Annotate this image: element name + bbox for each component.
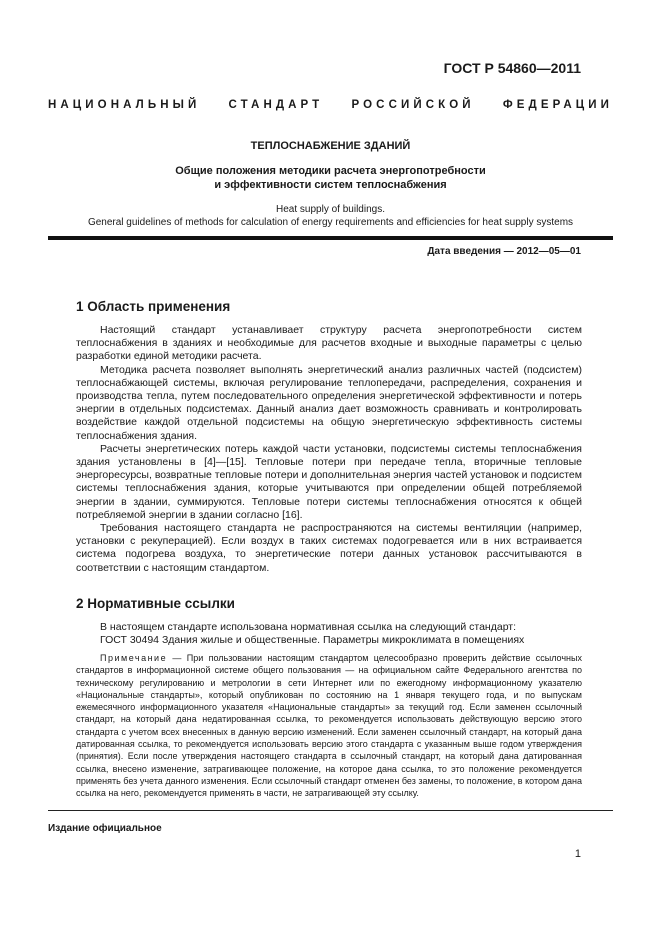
official-edition-label: Издание официальное xyxy=(48,823,162,834)
introduction-date: Дата введения — 2012—05—01 xyxy=(427,246,581,257)
english-title xyxy=(0,203,661,229)
section-1-body xyxy=(76,324,582,575)
section-2-body xyxy=(76,621,582,647)
footer-divider xyxy=(48,810,613,811)
standard-number: ГОСТ Р 54860—2011 xyxy=(443,60,581,76)
note-block xyxy=(76,652,582,800)
subtitle-line-1: Общие положения методики расчета энергопотребности xyxy=(175,165,486,177)
english-title-line-1: Heat supply of buildings. xyxy=(276,204,385,215)
national-standard-caption: НАЦИОНАЛЬНЫЙ СТАНДАРТ РОССИЙСКОЙ ФЕДЕРАЦИИ xyxy=(48,99,613,111)
section-2-heading: 2 Нормативные ссылки xyxy=(76,596,235,611)
note-label: Примечание xyxy=(100,653,168,663)
referenced-standard: ГОСТ 30494 Здания жилые и общественные. Параметры микроклимата в помещениях xyxy=(100,634,525,647)
section-1-heading: 1 Область применения xyxy=(76,299,231,314)
note-text: — При пользовании настоящим стандартом целесообразно проверить действие ссылочных стандартов в информационной системе общего пользования — на официальном сайте Федерального агентства по техническому регулированию и метрологии в сети Интернет или по ежегодному информационному указателю «Национальные стандарты», который опубликован по состоянию на 1 января текущего года, и по выпускам ежемесячного информационного указателя «Национальные стандарты» за текущий год. Если заменен ссылочный стандарт, на который дана недатированная ссылка, то рекомендуется использовать действующую версию этого стандарта с учетом всех внесенных в данную версию изменений. Если заменен ссылочный стандарт, на который дана датированная ссылка, то рекомендуется использовать версию этого стандарта с указанным выше годом утверждения (принятия). Если после утверждения настоящего стандарта в ссылочный стандарт, на который дана датированная ссылка, внесено изменение, затрагивающее положение, на которое дана ссылка, то это положение рекомендуется применять без учета данного изменения. Если ссылочный стандарт отменен без замены, то положение, в котором дана ссылка на него, рекомендуется применять в части, не затрагивающей эту ссылку. xyxy=(76,653,582,799)
title-divider xyxy=(48,236,613,240)
document-subtitle xyxy=(0,164,661,192)
english-title-line-2: General guidelines of methods for calculation of energy requirements and efficiencies for heat supply systems xyxy=(87,217,574,228)
section-1-paragraph: Расчеты энергетических потерь каждой части установки, подсистемы системы теплоснабжения здания установлены в [4]—[15]. Тепловые потери при передаче тепла, вторичные тепловые энергоресурсы, возвратные тепловые потери и дополнительная энергия частей установок и подсистем системы теплоснабжения здания, которые учитываются при определении общей потребляемой энергии в здании, суммируются. Тепловые потери системы теплоснабжения относятся к общей потребляемой энергии в здании согласно [16]. xyxy=(76,442,582,521)
section-1-paragraph: Настоящий стандарт устанавливает структуру расчета энергопотребности систем теплоснабжения в зданиях и необходимые для расчетов входные и выходные параметры с целью разработки единой методики расчета. xyxy=(76,324,582,363)
section-1-paragraph: Методика расчета позволяет выполнять энергетический анализ различных частей (подсистем) теплоснабжающей системы, включая регулирование теплопередачи, распределения, сохранения и производства тепла, путем последовательного определения энергетической эффективности и потерь энергии в отдельных подсистемах. Данный анализ дает возможность сравнивать и контролировать воздействие каждой отдельной подсистемы на общую энергетическую эффективность системы теплоснабжения здания. xyxy=(76,363,582,442)
section-1-paragraph: Требования настоящего стандарта не распространяются на системы вентиляции (например, установки с рекуперацией). Если воздух в таких системах подогревается или в них встраивается система подогрева воздуха, то энергетические потери данных установок рассчитываются в соответствии с настоящим стандартом. xyxy=(76,522,582,574)
page-number: 1 xyxy=(574,848,581,860)
document-title: ТЕПЛОСНАБЖЕНИЕ ЗДАНИЙ xyxy=(250,140,411,152)
subtitle-line-2: и эффективности систем теплоснабжения xyxy=(214,179,447,191)
section-2-paragraph: В настоящем стандарте использована нормативная ссылка на следующий стандарт: xyxy=(100,621,517,633)
